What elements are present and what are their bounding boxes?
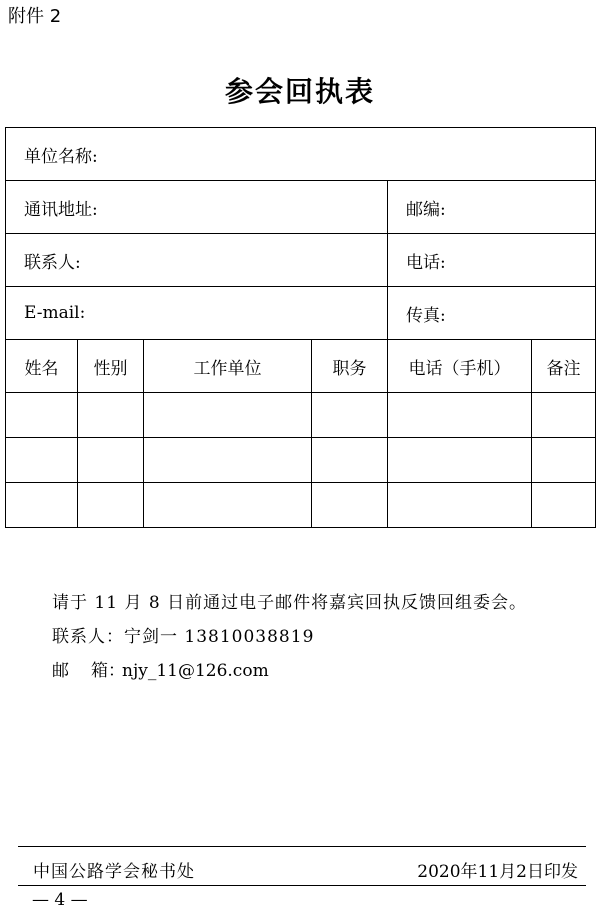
table-cell[interactable]: [144, 483, 312, 528]
footer-top-divider: [18, 846, 586, 847]
column-header-name: 姓名: [6, 340, 78, 393]
attachment-label: 附件 2: [8, 6, 62, 27]
contact-field[interactable]: 联系人:: [6, 234, 388, 287]
contact-line: [52, 622, 314, 647]
registration-form-table: [5, 127, 596, 528]
table-row: [6, 438, 596, 483]
column-header-gender: 性别: [78, 340, 144, 393]
email-line: [52, 656, 269, 681]
table-cell[interactable]: [388, 438, 532, 483]
table-cell[interactable]: [6, 393, 78, 438]
table-cell[interactable]: [78, 393, 144, 438]
contact-value: 宁剑一 13810038819: [124, 627, 315, 647]
table-row: [6, 483, 596, 528]
table-cell[interactable]: [532, 483, 596, 528]
phone-field[interactable]: 电话:: [388, 234, 596, 287]
table-header-row: [6, 340, 596, 393]
column-header-position: 职务: [312, 340, 388, 393]
issue-date: 2020年11月2日印发: [417, 862, 578, 882]
table-cell[interactable]: [6, 483, 78, 528]
email-label-first: 邮: [52, 661, 69, 681]
column-header-remarks: 备注: [532, 340, 596, 393]
issuing-organization: 中国公路学会秘书处: [33, 862, 195, 882]
unit-name-field[interactable]: 单位名称:: [6, 128, 596, 181]
page-number: — 4 —: [32, 890, 88, 910]
table-cell[interactable]: [144, 393, 312, 438]
email-label: [52, 656, 125, 681]
email-label-second: 箱：: [91, 661, 125, 681]
table-cell[interactable]: [532, 438, 596, 483]
table-cell[interactable]: [388, 393, 532, 438]
table-row: [6, 393, 596, 438]
email-value: njy_11@126.com: [122, 661, 269, 681]
page-title: 参会回执表: [224, 75, 375, 108]
table-cell[interactable]: [312, 438, 388, 483]
submission-instruction: 请于 11 月 8 日前通过电子邮件将嘉宾回执反馈回组委会。: [52, 593, 528, 613]
column-header-workplace: 工作单位: [144, 340, 312, 393]
fax-field[interactable]: 传真:: [388, 287, 596, 340]
table-cell[interactable]: [312, 393, 388, 438]
table-cell[interactable]: [312, 483, 388, 528]
email-field[interactable]: E-mail:: [6, 287, 388, 340]
table-cell[interactable]: [388, 483, 532, 528]
footer-bottom-divider: [18, 885, 586, 886]
table-cell[interactable]: [78, 483, 144, 528]
table-cell[interactable]: [144, 438, 312, 483]
contact-label: 联系人：: [52, 627, 124, 647]
column-header-mobile: 电话（手机）: [388, 340, 532, 393]
table-cell[interactable]: [532, 393, 596, 438]
address-field[interactable]: 通讯地址:: [6, 181, 388, 234]
postcode-field[interactable]: 邮编:: [388, 181, 596, 234]
table-cell[interactable]: [78, 438, 144, 483]
table-cell[interactable]: [6, 438, 78, 483]
